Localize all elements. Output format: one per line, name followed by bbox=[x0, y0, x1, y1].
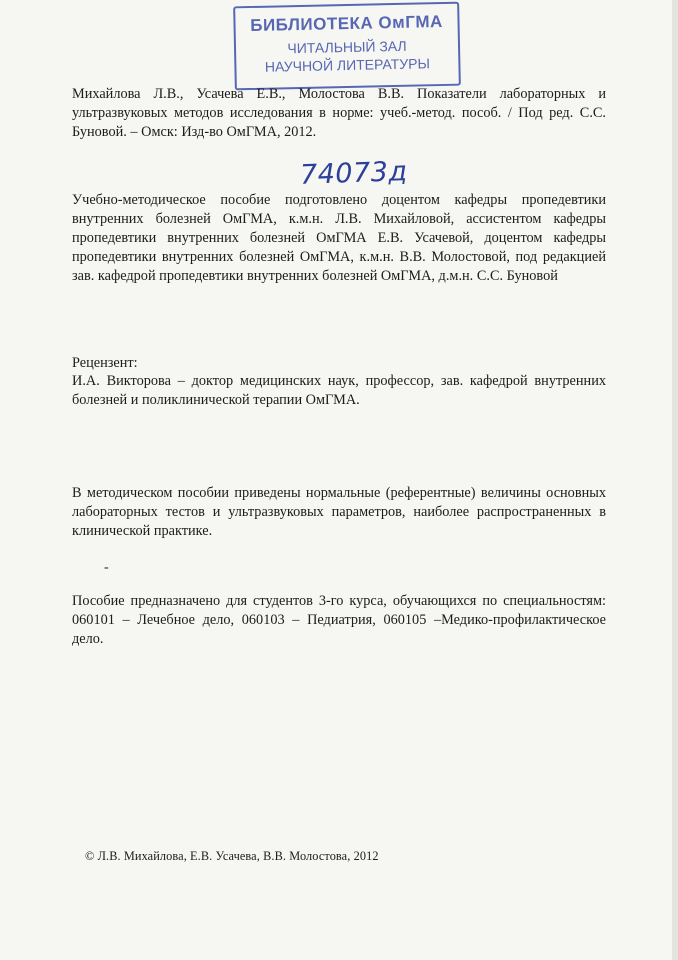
audience-paragraph: Пособие предназначено для студентов 3-го курса, обучающихся по специальностям: 060101 – Лечебное дело, 060103 – Педиатрия, 060105 –Медико-профилактическое дело. bbox=[72, 593, 606, 647]
reviewer-label: Рецензент: bbox=[72, 355, 138, 371]
stamp-line-3: НАУЧНОЙ ЛИТЕРАТУРЫ bbox=[264, 55, 431, 75]
handwritten-inventory-number: 74073д bbox=[299, 156, 409, 191]
copyright-line: © Л.В. Михайлова, Е.В. Усачева, В.В. Молостова, 2012 bbox=[85, 849, 379, 863]
page-edge bbox=[672, 0, 678, 960]
stamp-line-2: ЧИТАЛЬНЫЙ ЗАЛ bbox=[287, 37, 407, 57]
stray-dash: - bbox=[104, 560, 109, 575]
summary-paragraph: В методическом пособии приведены нормальные (референтные) величины основных лабораторных тестов и ультразвуковых параметров, наиболее распространенных в клинической практике. bbox=[72, 485, 606, 539]
stamp-line-1: БИБЛИОТЕКА ОмГМА bbox=[250, 11, 443, 36]
bibliographic-citation: Михайлова Л.В., Усачева Е.В., Молостова В.В. Показатели лабораторных и ультразвуковых методов исследования в норме: учеб.-метод. пособ. / Под ред. С.С. Буновой. – Омск: Изд-во ОмГМА, 2012. bbox=[72, 86, 606, 140]
prepared-by-paragraph: Учебно-методическое пособие подготовлено доцентом кафедры пропедевтики внутренних болезней ОмГМА, к.м.н. Л.В. Михайловой, ассистентом кафедры пропедевтики внутренних болезней ОмГМА Е.В. Усачевой, доцентом кафедры пропедевтики внутренних болезней ОмГМА, к.м.н. В.В. Молостовой, под редакцией зав. кафедрой пропедевтики внутренних болезней ОмГМА, д.м.н. С.С. Буновой bbox=[72, 192, 606, 284]
reviewer-text: И.А. Викторова – доктор медицинских наук, профессор, зав. кафедрой внутренних болезней и поликлинической терапии ОмГМА. bbox=[72, 373, 606, 408]
library-stamp bbox=[233, 2, 461, 91]
